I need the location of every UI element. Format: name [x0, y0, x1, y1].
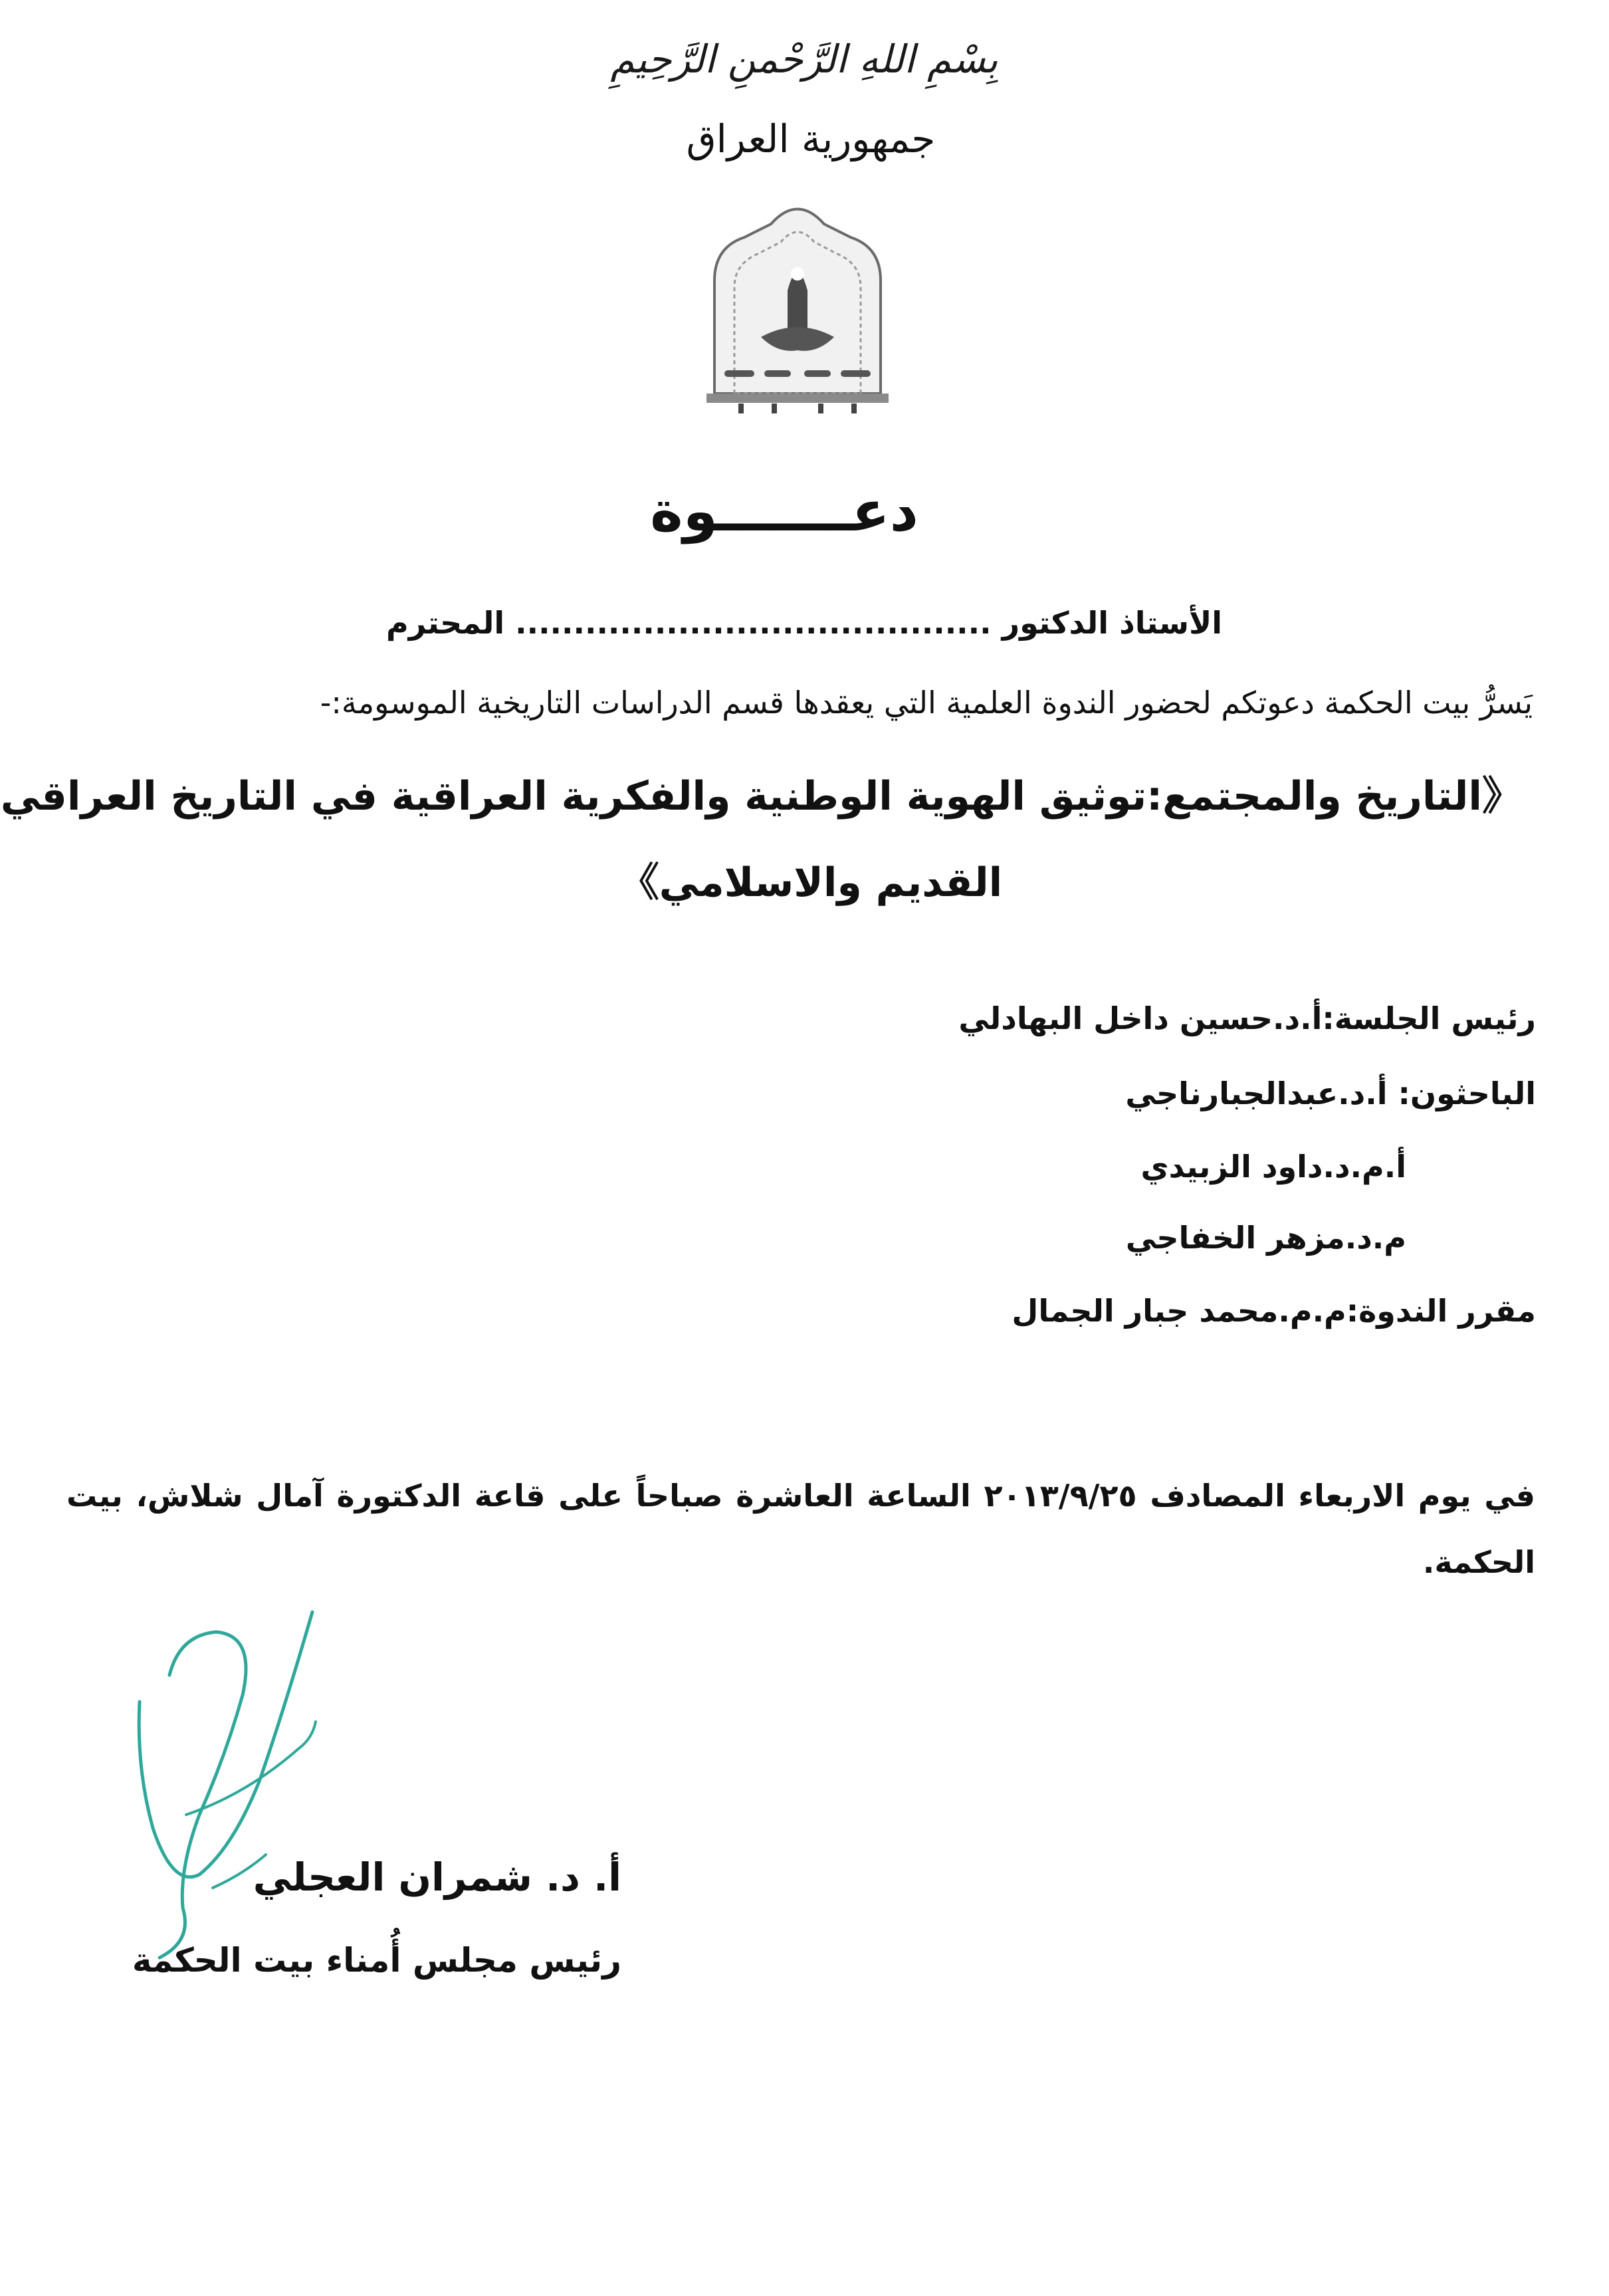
house-of-wisdom-logo — [688, 174, 907, 420]
seminar-topic-line-2: القديم والاسلامي》 — [619, 860, 1003, 906]
invitation-intro: يَسرُّ بيت الحكمة دعوتكم لحضور الندوة العلمية التي يعقدها قسم الدراسات التاريخية الموسومة:- — [320, 685, 1533, 721]
signer-title: رئيس مجلس أُمناء بيت الحكمة — [132, 1941, 621, 1980]
researcher-2: أ.م.د.داود الزبيدي — [1140, 1149, 1406, 1185]
basmala: بِسْمِ اللهِ الرَّحْمنِ الرَّحِيمِ — [610, 37, 998, 82]
date-venue-paragraph: في يوم الاربعاء المصادف ٢٠١٣/٩/٢٥ الساعة العاشرة صباحاً على قاعة الدكتورة آمال شلاش، بيت الحكمة. — [66, 1478, 1536, 1580]
logo-emblem-icon — [688, 174, 907, 420]
seminar-topic-line-1: 《التاريخ والمجتمع:توثيق الهوية الوطنية والفكرية العراقية في التاريخ العراقي — [0, 773, 1522, 820]
signer-name: أ. د. شمران العجلي — [253, 1855, 621, 1900]
document-title: دعـــــــوة — [650, 479, 918, 544]
session-chair: رئيس الجلسة:أ.د.حسين داخل البهادلي — [958, 1000, 1536, 1036]
researcher-3: م.د.مزهر الخفاجي — [1125, 1220, 1406, 1256]
signature-icon — [100, 1595, 399, 1968]
researcher-1: الباحثون: أ.د.عبدالجبارناجي — [1125, 1076, 1536, 1111]
republic-heading: جمهورية العراق — [686, 116, 936, 162]
handwritten-signature — [100, 1595, 399, 1968]
seminar-rapporteur: مقرر الندوة:م.م.محمد جبار الجمال — [1012, 1293, 1536, 1329]
addressee-line: الأستاذ الدكتور ......................................... المحترم — [385, 605, 1222, 641]
